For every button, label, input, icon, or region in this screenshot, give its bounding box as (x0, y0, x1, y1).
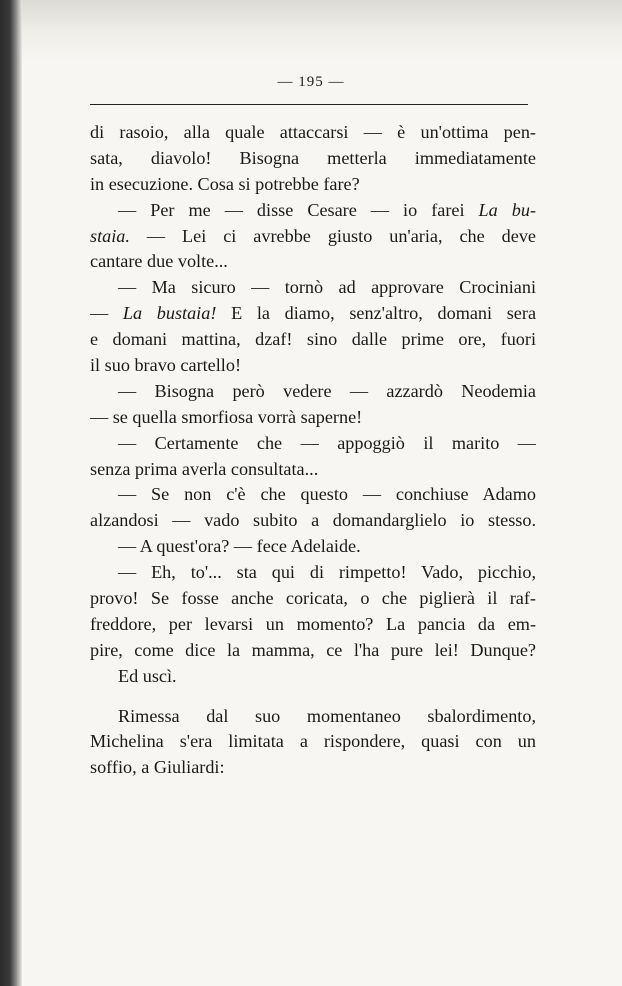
text-line: provo! Se fosse anche coricata, o che piglierà il raf- (90, 588, 536, 609)
text-line: alzandosi — vado subito a domandarglielo io stesso. (90, 510, 536, 531)
text-line: — se quella smorfiosa vorrà saperne! (90, 406, 363, 427)
text-line: soffio, a Giuliardi: (90, 757, 225, 778)
text-line: — Se non c'è che questo — conchiuse Adamo (118, 484, 536, 505)
text-line: Rimessa dal suo momentaneo sbalordimento, (118, 705, 536, 726)
text-line: — Certamente che — appoggiò il marito — (118, 432, 536, 453)
page-binding-edge (0, 0, 22, 986)
header-rule (90, 104, 528, 105)
text-line: senza prima averla consultata... (90, 458, 319, 479)
page-number: — 195 — (277, 74, 345, 90)
text-line: — Ma sicuro — tornò ad approvare Crociniani (118, 277, 536, 298)
text-line: freddore, per levarsi un momento? La pancia da em- (90, 613, 536, 634)
text-segment: — Per me — disse Cesare — io farei (118, 199, 479, 220)
text-line: il suo bravo cartello! (90, 355, 242, 376)
italic-title: staia. (90, 225, 130, 246)
italic-title: La bu- (478, 199, 536, 220)
text-line: e domani mattina, dzaf! sino dalle prime ore, fuori (90, 329, 536, 350)
text-line: Michelina s'era limitata a rispondere, quasi con un (90, 731, 536, 752)
text-line: di rasoio, alla quale attaccarsi — è un'ottima pen- (90, 122, 536, 142)
text-line: — Eh, to'... sta qui di rimpetto! Vado, picchio, (118, 562, 536, 583)
text-line (90, 224, 536, 250)
text-segment: — Lei ci avrebbe giusto un'aria, che deve (129, 225, 536, 246)
text-line: sata, diavolo! Bisogna metterla immediatamente (90, 147, 536, 168)
text-line: cantare due volte... (90, 251, 228, 272)
text-line: in esecuzione. Cosa si potrebbe fare? (90, 173, 360, 194)
text-segment: E la diamo, senz'altro, domani sera (216, 303, 536, 324)
text-line (90, 301, 536, 327)
text-segment: — (90, 303, 123, 324)
page-body-text (90, 120, 536, 781)
text-line: — Bisogna però vedere — azzardò Neodemia (118, 380, 536, 401)
text-line: — A quest'ora? — fece Adelaide. (118, 536, 361, 557)
text-line: pire, come dice la mamma, ce l'ha pure lei! Dunque? (90, 639, 536, 660)
text-line (90, 198, 536, 224)
page-top-shading (22, 0, 622, 60)
italic-title: La bustaia! (122, 303, 217, 324)
text-line: Ed uscì. (118, 665, 177, 686)
